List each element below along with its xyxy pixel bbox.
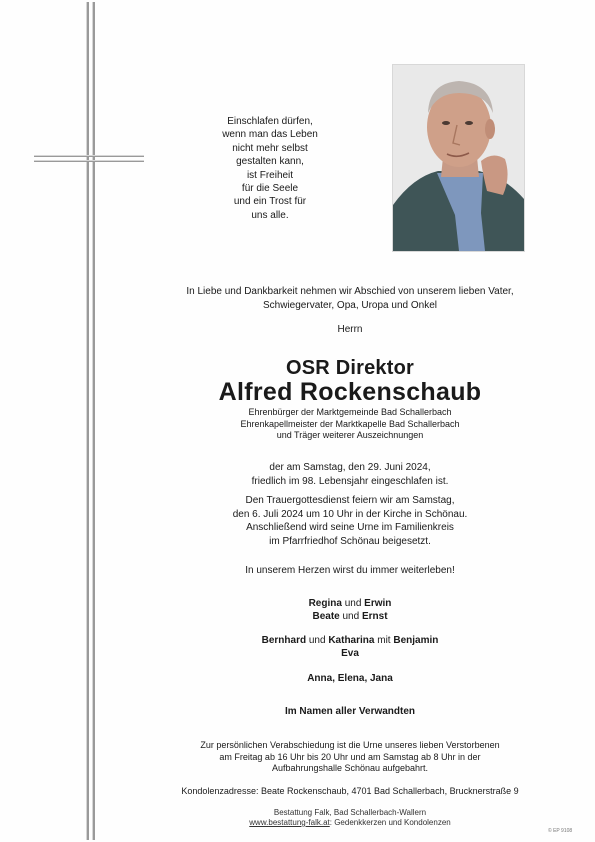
family-name: Erwin xyxy=(364,598,392,609)
death-line-1: der am Samstag, den 29. Juni 2024, xyxy=(269,462,431,473)
portrait-photo xyxy=(392,64,525,252)
service-line-2: den 6. Juli 2024 um 10 Uhr in der Kirche in Schönau. xyxy=(232,508,468,520)
family-name: Bernhard xyxy=(261,635,307,646)
honors xyxy=(150,407,550,442)
farewell-notice xyxy=(150,740,550,775)
family-group-3 xyxy=(150,634,550,648)
honor-line: Ehrenbürger der Marktgemeinde Bad Schallerbach xyxy=(248,407,452,417)
farewell-line-2: am Freitag ab 16 Uhr bis 20 Uhr und am Samstag ab 8 Uhr in der xyxy=(219,751,481,762)
cross-vertical-right xyxy=(92,2,95,840)
deceased-title: OSR Direktor xyxy=(286,357,414,379)
family-group-4: Anna, Elena, Jana xyxy=(307,673,393,684)
poem-line: Einschlafen dürfen, xyxy=(227,116,313,127)
cross-vertical-left xyxy=(86,2,89,840)
family-group-1 xyxy=(150,597,550,611)
poem-line: nicht mehr selbst xyxy=(232,142,308,154)
footer-line-2 xyxy=(150,818,550,828)
family-name-eva: Eva xyxy=(341,648,359,659)
death-notice xyxy=(150,461,550,488)
poem-line: wenn man das Leben xyxy=(222,129,318,141)
corner-code: © EP 9108 xyxy=(548,828,573,834)
family-name: Regina xyxy=(308,598,342,609)
poem xyxy=(205,115,335,222)
deceased-name: Alfred Rockenschaub xyxy=(218,378,482,406)
family-name: Ernst xyxy=(361,611,388,622)
farewell-line-3: Aufbahrungshalle Schönau aufgebahrt. xyxy=(271,763,429,773)
family-conjunction: mit xyxy=(377,635,391,646)
service-line-4: im Pfarrfriedhof Schönau beigesetzt. xyxy=(269,535,431,547)
intro-line-2: Schwiegervater, Opa, Uropa und Onkel xyxy=(263,299,437,311)
intro-text xyxy=(150,285,550,312)
poem-line: ist Freiheit xyxy=(246,169,294,181)
poem-line: und ein Trost für xyxy=(233,196,307,208)
footer xyxy=(150,808,550,828)
memory-line: In unserem Herzen wirst du immer weiterleben! xyxy=(245,565,455,576)
cross-horizontal-upper xyxy=(34,155,144,157)
poem-line: gestalten kann, xyxy=(236,156,304,168)
portrait-photo-illustration xyxy=(393,65,524,251)
footer-line-1: Bestattung Falk, Bad Schallerbach-Wallern xyxy=(273,808,427,817)
family-name: Katharina xyxy=(328,635,375,646)
family-conjunction: und xyxy=(342,611,360,622)
honor-line: und Träger weiterer Auszeichnungen xyxy=(276,430,424,440)
death-line-2: friedlich im 98. Lebensjahr eingeschlafen ist. xyxy=(251,475,449,487)
condolence-address: Kondolenzadresse: Beate Rockenschaub, 4701 Bad Schallerbach, Brucknerstraße 9 xyxy=(181,786,519,796)
family-name: Benjamin xyxy=(393,635,439,646)
service-line-1: Den Trauergottesdienst feiern wir am Samstag, xyxy=(245,495,455,506)
poem-line: uns alle. xyxy=(251,209,289,221)
all-relatives: Im Namen aller Verwandten xyxy=(284,706,416,717)
family-conjunction: und xyxy=(308,635,326,646)
family-name: Beate xyxy=(312,611,340,622)
farewell-line-1: Zur persönlichen Verabschiedung ist die Urne unseres lieben Verstorbenen xyxy=(200,740,500,750)
service-line-3: Anschließend wird seine Urne im Familienkreis xyxy=(246,522,454,534)
family-group-2 xyxy=(150,610,550,624)
service-notice xyxy=(150,494,550,548)
funeral-home-link[interactable]: www.bestattung-falk.at xyxy=(249,818,330,827)
herrn-label: Herrn xyxy=(337,324,363,335)
intro-line-1: In Liebe und Dankbarkeit nehmen wir Abschied von unserem lieben Vater, xyxy=(186,286,514,297)
cross-horizontal-lower xyxy=(34,160,144,162)
poem-line: für die Seele xyxy=(241,183,299,195)
footer-line-2-rest: : Gedenkkerzen und Kondolenzen xyxy=(329,818,451,827)
honor-line: Ehrenkapellmeister der Marktkapelle Bad Schallerbach xyxy=(240,418,460,429)
family-conjunction: und xyxy=(344,598,362,609)
